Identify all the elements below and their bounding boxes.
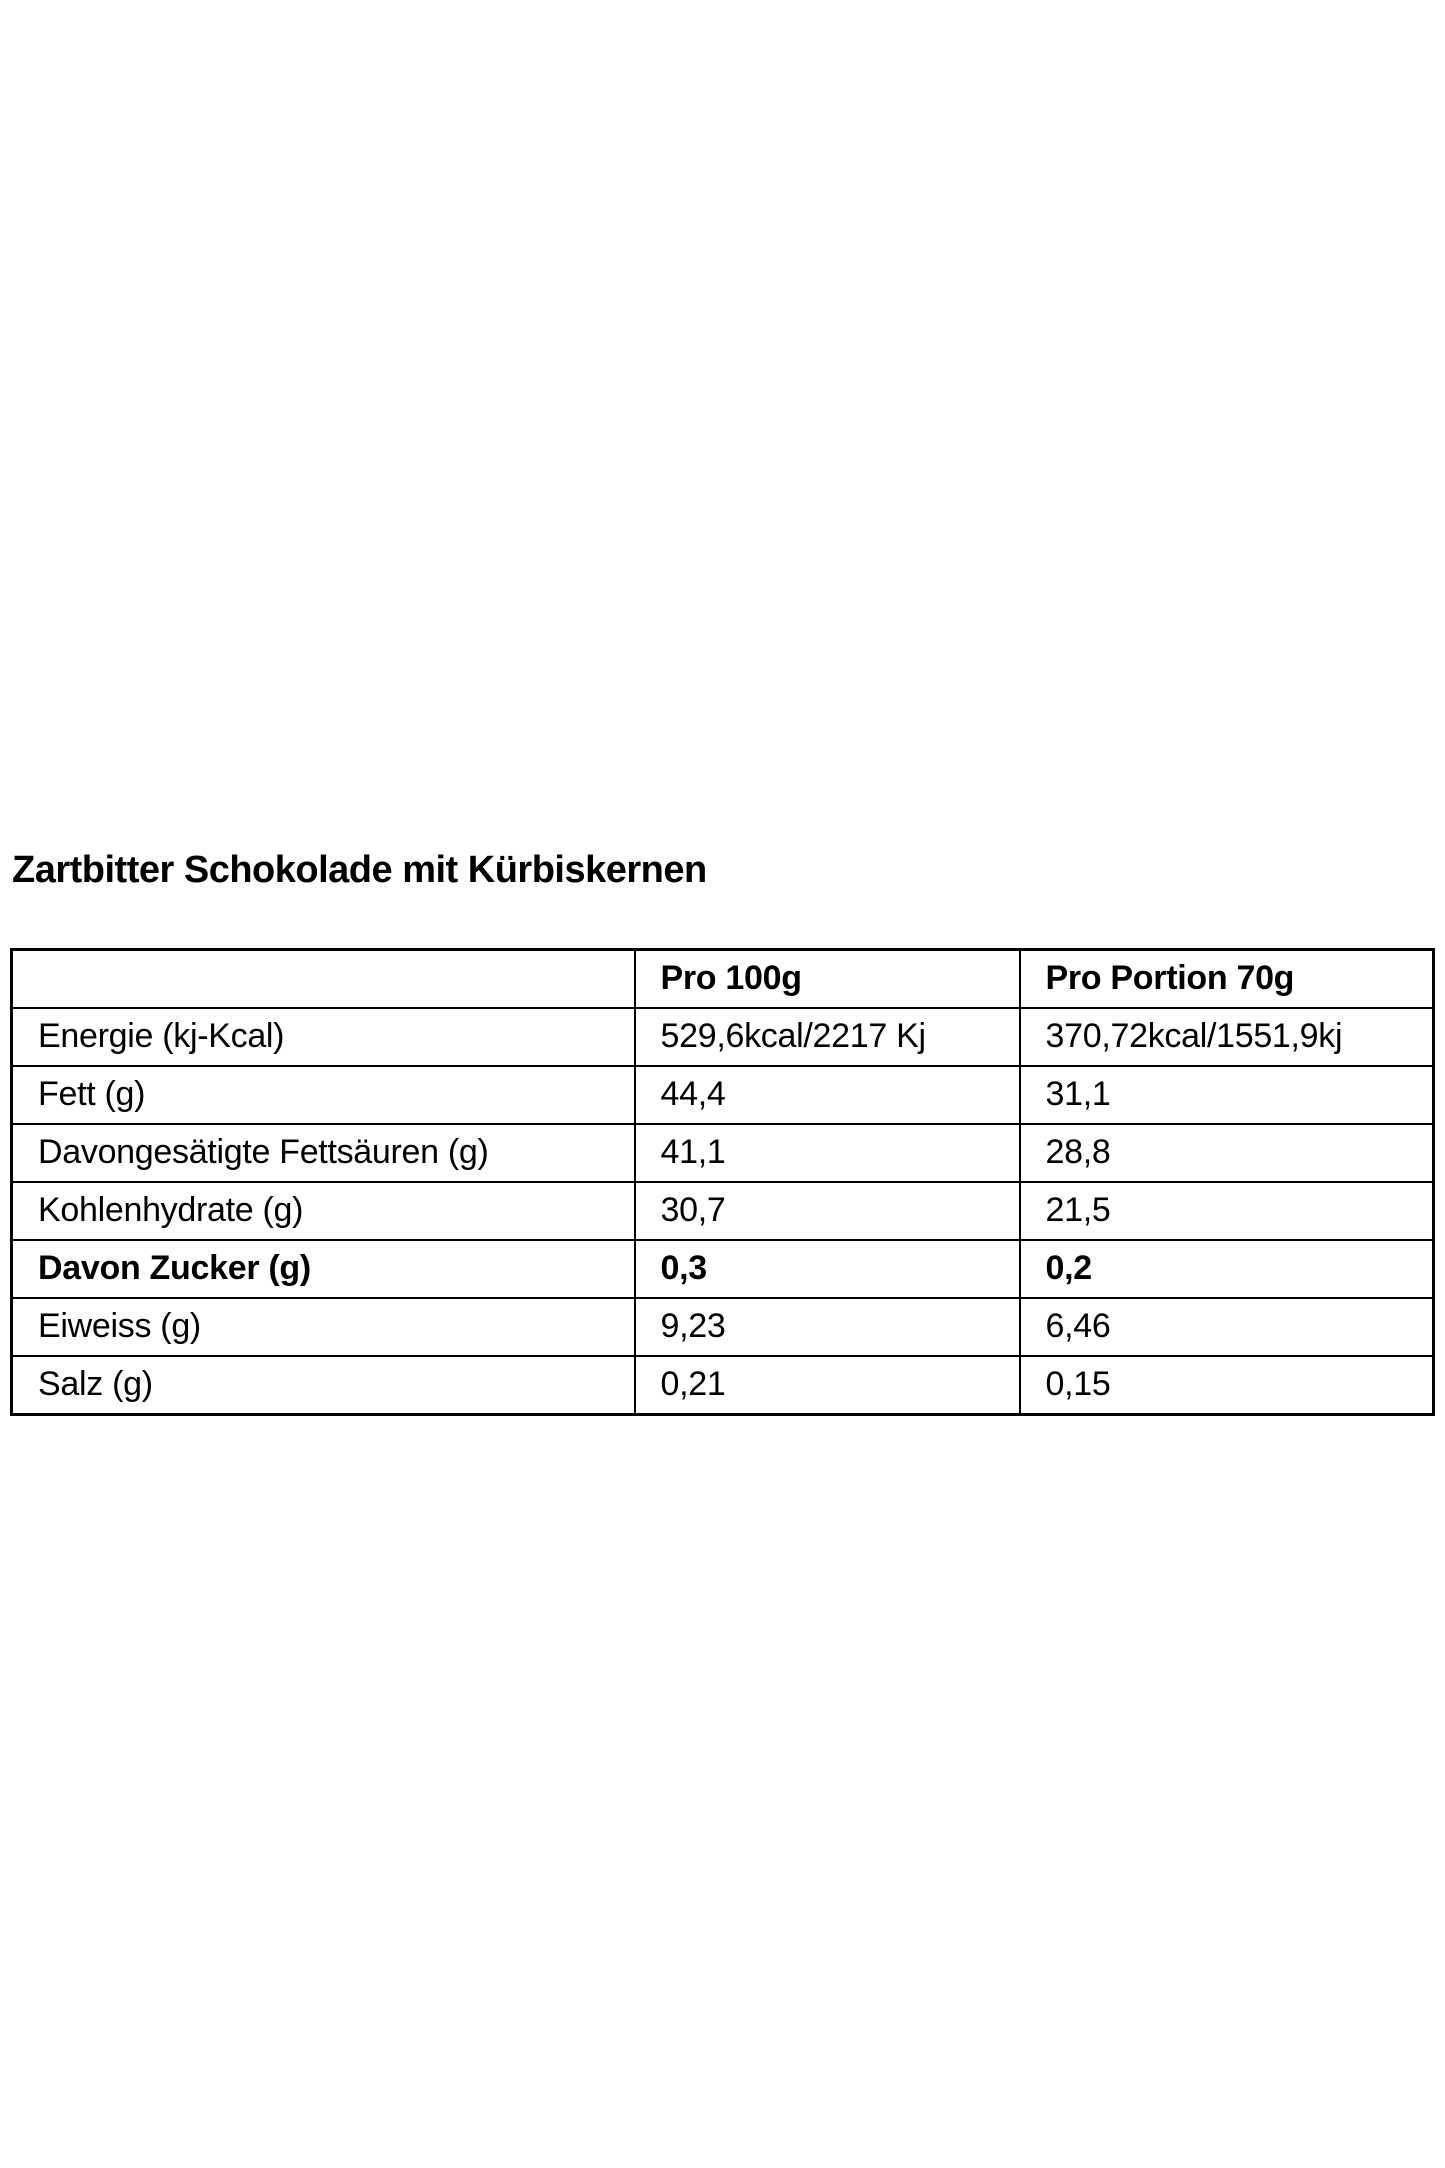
- page-title: Zartbitter Schokolade mit Kürbiskernen: [12, 849, 707, 891]
- value-per-100g: 0,21: [635, 1356, 1020, 1415]
- value-per-100g: 41,1: [635, 1124, 1020, 1182]
- table-row: [12, 1356, 1434, 1415]
- value-per-portion-70g: 31,1: [1020, 1066, 1434, 1124]
- row-label: Salz (g): [12, 1356, 635, 1415]
- value-per-100g: 0,3: [635, 1240, 1020, 1298]
- row-label: Eiweiss (g): [12, 1298, 635, 1356]
- value-per-portion-70g: 370,72kcal/1551,9kj: [1020, 1008, 1434, 1066]
- table-row: [12, 1008, 1434, 1066]
- table-row: [12, 1066, 1434, 1124]
- nutrition-table: [10, 948, 1435, 1416]
- column-header-per-100g: Pro 100g: [635, 949, 1020, 1008]
- value-per-portion-70g: 0,15: [1020, 1356, 1434, 1415]
- table-row: [12, 1124, 1434, 1182]
- column-header-empty: [12, 949, 635, 1008]
- row-label: Davongesätigte Fettsäuren (g): [12, 1124, 635, 1182]
- value-per-100g: 30,7: [635, 1182, 1020, 1240]
- column-header-per-portion-70g: Pro Portion 70g: [1020, 949, 1434, 1008]
- value-per-portion-70g: 28,8: [1020, 1124, 1434, 1182]
- row-label: Davon Zucker (g): [12, 1240, 635, 1298]
- table-row: [12, 1240, 1434, 1298]
- nutrition-document: [10, 848, 1432, 1416]
- row-label: Fett (g): [12, 1066, 635, 1124]
- row-label: Energie (kj-Kcal): [12, 1008, 635, 1066]
- table-header-row: [12, 949, 1434, 1008]
- value-per-100g: 9,23: [635, 1298, 1020, 1356]
- value-per-100g: 44,4: [635, 1066, 1020, 1124]
- row-label: Kohlenhydrate (g): [12, 1182, 635, 1240]
- value-per-100g: 529,6kcal/2217 Kj: [635, 1008, 1020, 1066]
- table-row: [12, 1298, 1434, 1356]
- nutrition-table-body: [12, 1008, 1434, 1415]
- value-per-portion-70g: 21,5: [1020, 1182, 1434, 1240]
- value-per-portion-70g: 0,2: [1020, 1240, 1434, 1298]
- table-row: [12, 1182, 1434, 1240]
- value-per-portion-70g: 6,46: [1020, 1298, 1434, 1356]
